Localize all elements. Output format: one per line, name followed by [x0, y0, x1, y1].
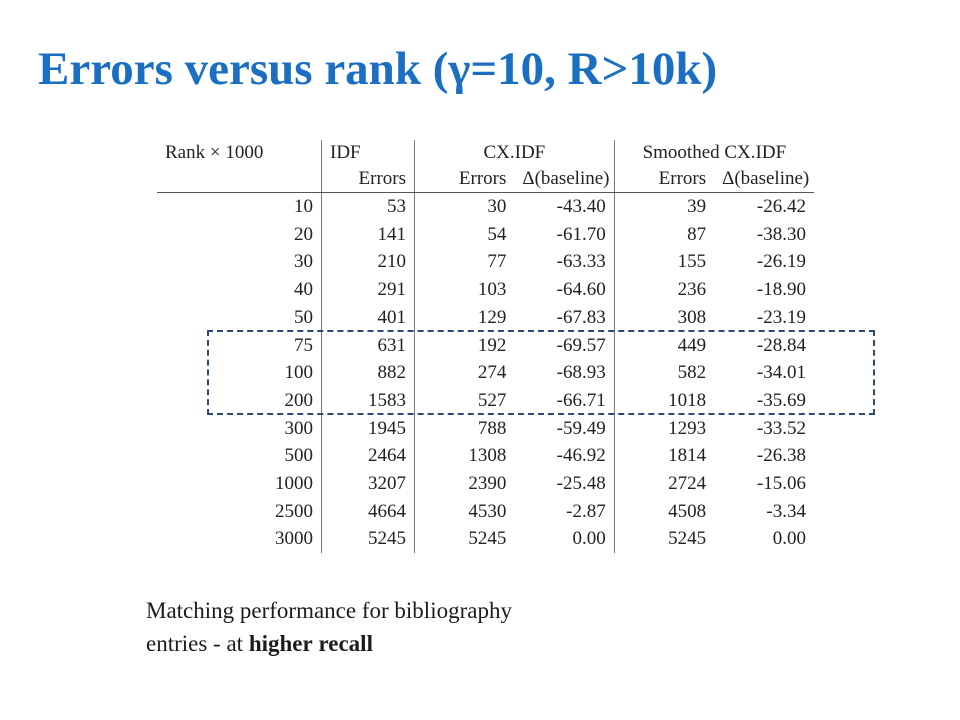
- caption-emphasis-higher: higher: [248, 631, 313, 656]
- cell-cx-delta: -68.93: [514, 359, 614, 387]
- cell-cx-errors: 788: [477, 417, 507, 439]
- results-table: [157, 140, 814, 553]
- cell-cx-delta: -66.71: [514, 387, 614, 415]
- caption-emphasis-recall: recall: [318, 631, 373, 656]
- cell-smoothed-errors: 1814: [668, 445, 707, 467]
- cell-cx-errors: 54: [487, 223, 507, 245]
- slide-caption: [146, 594, 566, 660]
- cell-cx-errors: 30: [487, 196, 507, 217]
- cell-rank: 200: [157, 387, 322, 415]
- cell-idf-errors: 1945: [322, 415, 415, 443]
- header-rank: Rank × 1000: [157, 140, 322, 166]
- table-row: [157, 415, 814, 443]
- table-row: [157, 248, 814, 276]
- cell-idf-errors: 53: [322, 193, 415, 221]
- cell-cx-errors: 274: [477, 362, 507, 384]
- cell-idf-errors: 882: [322, 359, 415, 387]
- header-cx-idf: CX.IDF: [415, 140, 615, 166]
- cell-cx-delta: -25.48: [514, 470, 614, 498]
- cell-idf-errors: 5245: [322, 525, 415, 553]
- cell-rank: 100: [157, 359, 322, 387]
- cell-idf-errors: 4664: [322, 498, 415, 526]
- cell-smoothed-errors: 4508: [668, 500, 707, 522]
- cell-smoothed-delta: -26.38: [756, 445, 806, 467]
- cell-cx-errors: 77: [487, 251, 507, 273]
- slide-title: Errors versus rank (γ=10, R>10k): [38, 43, 718, 95]
- table-header-row-top: [157, 140, 814, 166]
- table-row: [157, 470, 814, 498]
- cell-rank: 500: [157, 442, 322, 470]
- cell-smoothed-errors: 87: [687, 223, 707, 245]
- cell-smoothed-errors: 1018: [668, 389, 707, 411]
- header-cx-delta: Δ(baseline): [514, 166, 614, 193]
- cell-smoothed-errors: 236: [677, 279, 707, 301]
- cell-idf-errors: 1583: [322, 387, 415, 415]
- cell-rank: 2500: [157, 498, 322, 526]
- cell-smoothed-delta: -28.84: [756, 334, 806, 356]
- table-header-row-sub: [157, 166, 814, 193]
- cell-idf-errors: 291: [322, 276, 415, 304]
- table-row: [157, 387, 814, 415]
- cell-rank: 75: [157, 332, 322, 360]
- cell-idf-errors: 3207: [322, 470, 415, 498]
- cell-rank: 50: [157, 304, 322, 332]
- cell-idf-errors: 210: [322, 248, 415, 276]
- cell-cx-errors: 2390: [468, 473, 507, 495]
- cell-smoothed-delta: -23.19: [756, 306, 806, 328]
- cell-cx-delta: -59.49: [514, 415, 614, 443]
- cell-rank: 10: [157, 193, 322, 221]
- cell-smoothed-delta: -34.01: [756, 362, 806, 384]
- cell-cx-delta: -43.40: [514, 193, 614, 221]
- cell-cx-delta: -67.83: [514, 304, 614, 332]
- cell-idf-errors: 401: [322, 304, 415, 332]
- cell-smoothed-errors: 449: [677, 334, 707, 356]
- cell-cx-delta: -2.87: [514, 498, 614, 526]
- results-table-container: [157, 140, 814, 553]
- cell-smoothed-delta: -3.34: [766, 500, 806, 522]
- table-row: [157, 498, 814, 526]
- cell-cx-delta: -69.57: [514, 332, 614, 360]
- cell-cx-delta: -61.70: [514, 221, 614, 249]
- caption-text: Matching performance for bibliography entries - at: [146, 598, 512, 656]
- cell-smoothed-errors: 155: [677, 251, 707, 273]
- table-row: [157, 221, 814, 249]
- cell-idf-errors: 631: [322, 332, 415, 360]
- cell-smoothed-delta: -26.19: [756, 251, 806, 273]
- cell-rank: 300: [157, 415, 322, 443]
- header-idf-errors: Errors: [322, 166, 415, 193]
- cell-cx-delta: -63.33: [514, 248, 614, 276]
- table-row: [157, 276, 814, 304]
- cell-smoothed-errors: 1293: [668, 417, 707, 439]
- header-cx-errors: Errors: [415, 166, 515, 193]
- cell-rank: 40: [157, 276, 322, 304]
- cell-smoothed-errors: 5245: [668, 528, 707, 550]
- cell-idf-errors: 2464: [322, 442, 415, 470]
- cell-smoothed-delta: -26.42: [756, 196, 806, 217]
- cell-smoothed-delta: -35.69: [756, 389, 806, 411]
- cell-cx-errors: 4530: [468, 500, 507, 522]
- table-row: [157, 193, 814, 221]
- cell-cx-delta: 0.00: [514, 525, 614, 553]
- cell-cx-errors: 1308: [468, 445, 507, 467]
- cell-rank: 1000: [157, 470, 322, 498]
- table-body: [157, 193, 814, 554]
- cell-smoothed-errors: 582: [677, 362, 707, 384]
- cell-cx-delta: -46.92: [514, 442, 614, 470]
- header-rank-blank: [157, 166, 322, 193]
- header-smoothed-cx-idf: Smoothed CX.IDF: [642, 142, 787, 163]
- cell-idf-errors: 141: [322, 221, 415, 249]
- cell-rank: 20: [157, 221, 322, 249]
- table-row: [157, 359, 814, 387]
- cell-rank: 30: [157, 248, 322, 276]
- cell-smoothed-errors: 39: [687, 196, 707, 217]
- cell-smoothed-delta: -15.06: [756, 473, 806, 495]
- cell-smoothed-delta: 0.00: [772, 528, 806, 550]
- cell-cx-errors: 5245: [468, 528, 507, 550]
- cell-cx-errors: 527: [477, 389, 507, 411]
- header-idf: IDF: [322, 140, 415, 166]
- table-row: [157, 525, 814, 553]
- header-smoothed-errors: Errors: [614, 166, 714, 193]
- cell-smoothed-delta: -38.30: [756, 223, 806, 245]
- cell-smoothed-errors: 308: [677, 306, 707, 328]
- header-smoothed-delta: Δ(baseline): [714, 166, 814, 193]
- cell-cx-errors: 129: [477, 306, 507, 328]
- cell-smoothed-errors: 2724: [668, 473, 707, 495]
- cell-smoothed-delta: -18.90: [756, 279, 806, 301]
- cell-cx-delta: -64.60: [514, 276, 614, 304]
- cell-smoothed-delta: -33.52: [756, 417, 806, 439]
- cell-cx-errors: 192: [477, 334, 507, 356]
- table-row: [157, 442, 814, 470]
- cell-cx-errors: 103: [477, 279, 507, 301]
- cell-rank: 3000: [157, 525, 322, 553]
- table-row: [157, 332, 814, 360]
- table-row: [157, 304, 814, 332]
